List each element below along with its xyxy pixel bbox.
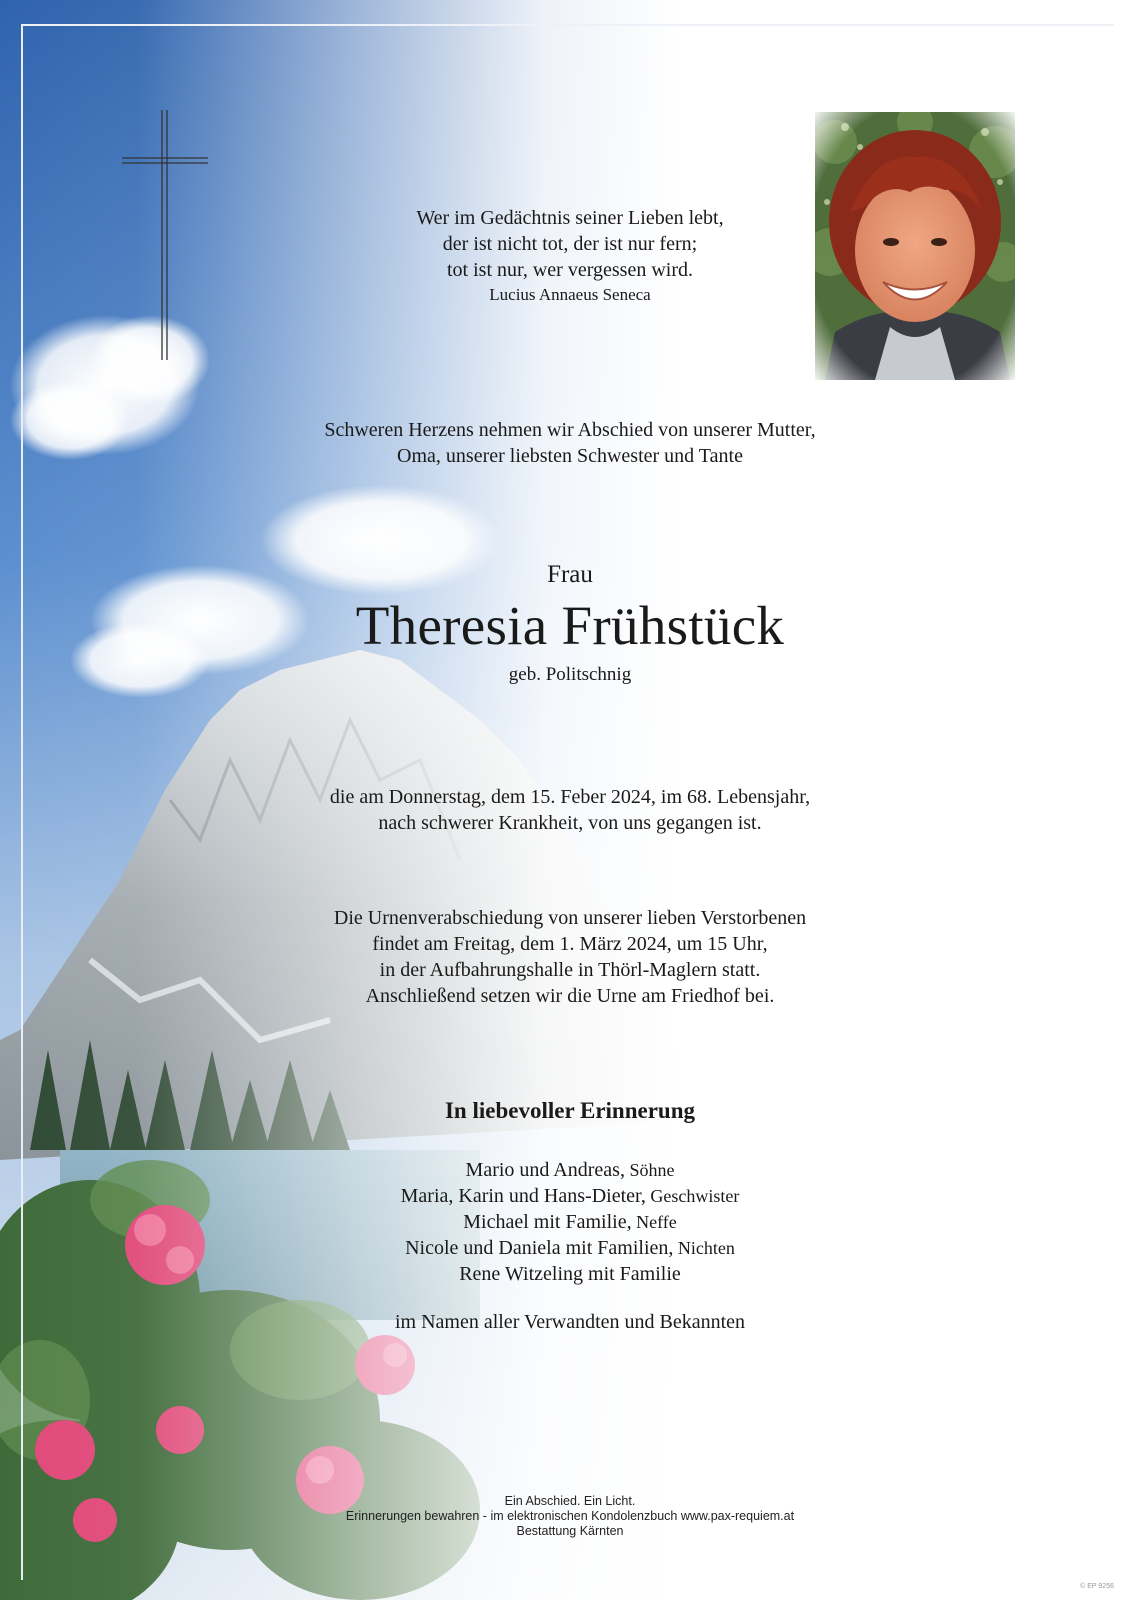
maiden-name: geb. Politschnig	[508, 664, 632, 685]
mourner-names: Nicole und Daniela mit Familien,	[405, 1237, 674, 1259]
deceased-name: Theresia Frühstück	[355, 595, 785, 656]
ceremony-line: Die Urnenverabschiedung von unserer lieben Verstorbenen	[333, 907, 807, 929]
quote-line: Wer im Gedächtnis seiner Lieben lebt,	[416, 207, 724, 229]
farewell-intro	[260, 417, 880, 469]
footer-slogan: Ein Abschied. Ein Licht.	[504, 1494, 636, 1508]
quote-line: tot ist nur, wer vergessen wird.	[446, 259, 693, 281]
mourner-relation: Geschwister	[645, 1186, 740, 1206]
cross-icon	[122, 110, 208, 360]
mourner-names: Michael mit Familie,	[463, 1211, 632, 1233]
mourner-relation: Neffe	[631, 1212, 677, 1232]
mourner-entry	[260, 1235, 880, 1261]
intro-line: Oma, unserer liebsten Schwester und Tante	[397, 445, 743, 467]
mourner-entry	[260, 1209, 880, 1235]
death-line: nach schwerer Krankheit, von uns gegangen ist.	[378, 812, 762, 834]
mourner-names: Maria, Karin und Hans-Dieter,	[400, 1185, 646, 1207]
footer-condolence-link: Erinnerungen bewahren - im elektronischen Kondolenzbuch www.pax-requiem.at	[345, 1509, 795, 1523]
intro-line: Schweren Herzens nehmen wir Abschied von unserer Mutter,	[324, 419, 816, 441]
print-code: © EP 9256	[1080, 1583, 1114, 1590]
mourner-relation: Söhne	[624, 1160, 675, 1180]
mourners-list	[260, 1157, 880, 1287]
memorial-quote	[260, 205, 880, 307]
memory-title: In liebevoller Erinnerung	[444, 1098, 696, 1123]
mourner-entry	[260, 1157, 880, 1183]
mourner-relation: Nichten	[673, 1238, 735, 1258]
quote-line: der ist nicht tot, der ist nur fern;	[442, 233, 698, 255]
death-line: die am Donnerstag, dem 15. Feber 2024, im 68. Lebensjahr,	[329, 786, 811, 808]
quote-author: Lucius Annaeus Seneca	[489, 285, 651, 304]
ceremony-line: findet am Freitag, dem 1. März 2024, um 15 Uhr,	[372, 933, 768, 955]
mourner-names: Rene Witzeling mit Familie	[459, 1263, 681, 1285]
salutation: Frau	[547, 561, 593, 588]
footer	[260, 1494, 880, 1539]
mourner-names: Mario und Andreas,	[465, 1159, 625, 1181]
closing-line: im Namen aller Verwandten und Bekannten	[394, 1311, 746, 1333]
ceremony-line: Anschließend setzen wir die Urne am Friedhof bei.	[365, 985, 775, 1007]
footer-undertaker: Bestattung Kärnten	[516, 1524, 624, 1538]
ceremony-details	[260, 905, 880, 1009]
ceremony-line: in der Aufbahrungshalle in Thörl-Maglern statt.	[379, 959, 761, 981]
death-notice	[260, 784, 880, 836]
mourner-entry	[260, 1183, 880, 1209]
mourner-entry	[260, 1261, 880, 1287]
